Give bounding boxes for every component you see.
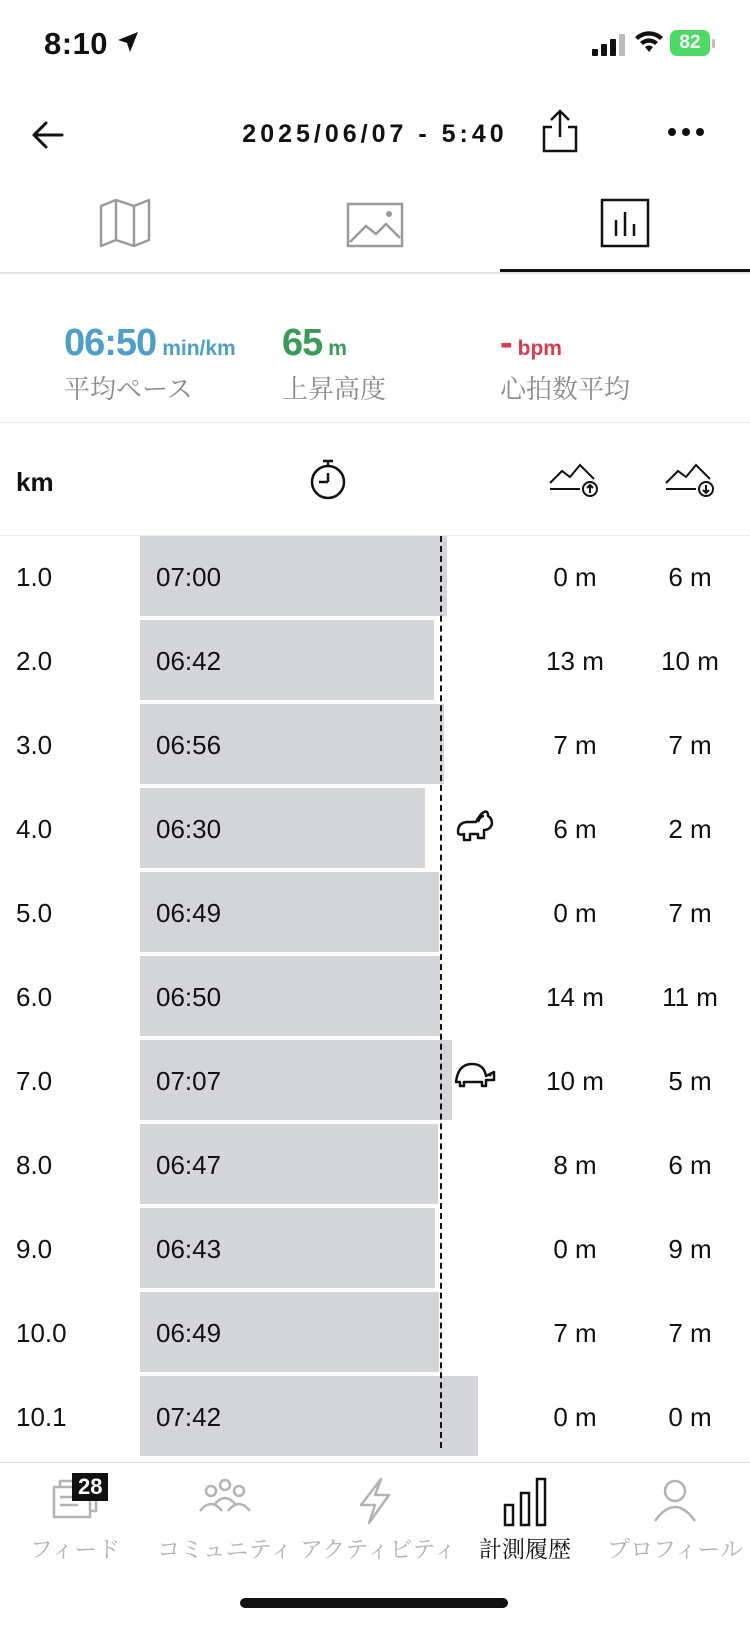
average-pace-label: 平均ペース (64, 374, 193, 404)
split-row (0, 1208, 750, 1292)
elevation-gain-label: 上昇高度 (282, 374, 387, 404)
splits-header (0, 425, 750, 536)
split-elevation-up: 7 m (553, 1318, 597, 1348)
split-km: 7.0 (16, 1066, 53, 1096)
average-pace-stat (64, 322, 236, 406)
average-pace-line (440, 536, 442, 1448)
split-elevation-up: 6 m (553, 814, 597, 844)
battery-icon (670, 30, 716, 56)
more-options-icon[interactable] (666, 125, 706, 139)
split-elevation-up: 10 m (546, 1066, 604, 1096)
community-icon (198, 1477, 252, 1517)
km-column-header: km (16, 467, 54, 497)
split-elevation-down: 6 m (668, 1150, 712, 1180)
nav-feed[interactable] (0, 1463, 150, 1573)
nav-feed-label: フィード (29, 1536, 121, 1562)
heart-rate-stat (500, 322, 630, 406)
elevation-up-icon (548, 461, 600, 499)
split-pace: 07:42 (156, 1402, 222, 1432)
average-pace-unit: min/km (162, 337, 236, 360)
image-icon (346, 202, 404, 248)
split-km: 8.0 (16, 1150, 53, 1180)
nav-activity[interactable] (300, 1463, 457, 1573)
split-elevation-up: 13 m (546, 646, 604, 676)
elevation-gain-stat (282, 322, 386, 406)
split-elevation-down: 11 m (662, 982, 718, 1012)
split-pace: 06:49 (156, 1318, 222, 1348)
nav-profile[interactable] (600, 1463, 750, 1573)
split-elevation-down: 5 m (668, 1066, 712, 1096)
location-arrow-icon (116, 30, 140, 54)
nav-community-label: コミュニティ (157, 1536, 293, 1562)
split-pace: 07:00 (156, 562, 222, 592)
split-elevation-down: 9 m (668, 1234, 712, 1264)
split-km: 9.0 (16, 1234, 53, 1264)
split-pace: 06:47 (156, 1150, 222, 1180)
split-elevation-down: 0 m (668, 1402, 712, 1432)
home-indicator[interactable] (240, 1598, 508, 1608)
split-elevation-up: 0 m (553, 1234, 597, 1264)
share-icon[interactable] (540, 107, 580, 155)
split-km: 1.0 (16, 562, 53, 592)
split-pace: 06:49 (156, 898, 222, 928)
feed-count-badge: 28 (72, 1473, 108, 1501)
split-km: 3.0 (16, 730, 53, 760)
status-bar (0, 0, 750, 90)
average-pace-value: 06:50 (64, 322, 157, 364)
split-elevation-up: 0 m (553, 562, 597, 592)
split-pace: 06:56 (156, 730, 222, 760)
heart-rate-unit: bpm (517, 337, 562, 360)
splits-list (0, 536, 750, 1460)
tab-photos[interactable] (250, 190, 500, 270)
split-elevation-up: 0 m (553, 898, 597, 928)
split-elevation-down: 2 m (668, 814, 712, 844)
split-km: 5.0 (16, 898, 53, 928)
elevation-down-icon (664, 461, 716, 499)
split-pace: 06:42 (156, 646, 222, 676)
map-icon (99, 198, 151, 248)
split-elevation-up: 14 m (546, 982, 604, 1012)
tab-bar (0, 190, 750, 274)
split-elevation-up: 7 m (553, 730, 597, 760)
bar-chart-icon (600, 198, 650, 248)
nav-community[interactable] (150, 1463, 300, 1573)
split-elevation-down: 7 m (668, 1318, 712, 1348)
page-title: 2025/06/07 - 5:40 (242, 120, 508, 148)
turtle-icon (454, 1060, 496, 1090)
nav-activity-label: アクティビティ (300, 1536, 457, 1562)
split-elevation-down: 10 m (661, 646, 719, 676)
split-row (0, 704, 750, 788)
profile-icon (652, 1477, 698, 1523)
rabbit-icon (454, 808, 494, 844)
split-row (0, 1292, 750, 1376)
wifi-icon (634, 30, 664, 54)
split-elevation-down: 7 m (668, 898, 712, 928)
split-row (0, 1124, 750, 1208)
split-row (0, 1040, 750, 1124)
pace-badge (454, 808, 494, 849)
status-time: 8:10 (44, 26, 109, 61)
split-elevation-up: 8 m (553, 1150, 597, 1180)
heart-rate-value: - (500, 322, 512, 364)
split-km: 4.0 (16, 814, 53, 844)
split-row (0, 1376, 750, 1460)
summary-stats (0, 300, 750, 423)
battery-level: 82 (679, 32, 701, 53)
tab-splits[interactable] (500, 190, 750, 272)
split-row (0, 956, 750, 1040)
split-elevation-up: 0 m (553, 1402, 597, 1432)
header (0, 95, 750, 175)
split-km: 6.0 (16, 982, 53, 1012)
lightning-icon (355, 1477, 395, 1525)
heart-rate-label: 心拍数平均 (500, 374, 631, 404)
tab-map[interactable] (0, 190, 250, 270)
nav-history-label: 計測履歴 (479, 1536, 571, 1562)
history-icon (502, 1477, 548, 1527)
split-pace: 07:07 (156, 1066, 222, 1096)
split-km: 10.0 (16, 1318, 67, 1348)
split-pace: 06:30 (156, 814, 222, 844)
split-km: 10.1 (16, 1402, 67, 1432)
nav-profile-label: プロフィール (607, 1536, 743, 1562)
split-row (0, 620, 750, 704)
split-pace: 06:50 (156, 982, 222, 1012)
stopwatch-icon (308, 457, 348, 501)
pace-badge (454, 1060, 496, 1095)
nav-history[interactable] (450, 1463, 600, 1573)
split-row (0, 536, 750, 620)
split-row (0, 872, 750, 956)
split-pace: 06:43 (156, 1234, 222, 1264)
split-elevation-down: 6 m (668, 562, 712, 592)
split-elevation-down: 7 m (668, 730, 712, 760)
split-km: 2.0 (16, 646, 53, 676)
split-row (0, 788, 750, 872)
cellular-signal-icon (592, 34, 626, 56)
elevation-gain-unit: m (328, 337, 347, 360)
elevation-gain-value: 65 (282, 322, 323, 364)
